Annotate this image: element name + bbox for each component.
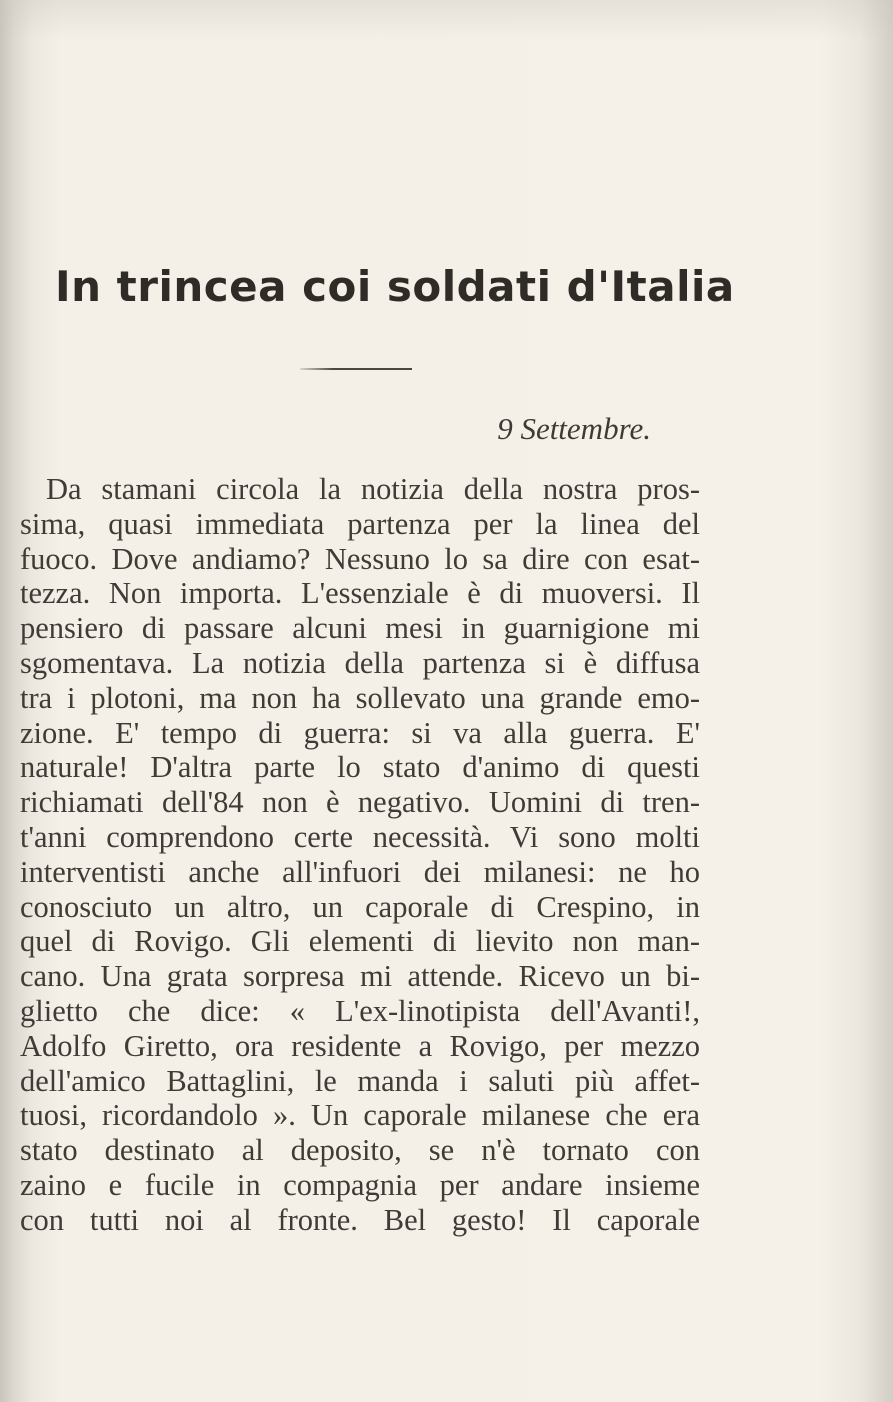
entry-date: 9 Settembre. (497, 411, 651, 446)
text-line: conosciuto un altro, un caporale di Crespino, in (20, 889, 700, 924)
text-line: tezza. Non importa. L'essenziale è di muoversi. Il (20, 576, 700, 611)
text-line: richiamati dell'84 non è negativo. Uomini di tren- (20, 785, 700, 820)
body-text (20, 472, 700, 1238)
text-line: Adolfo Giretto, ora residente a Rovigo, per mezzo (20, 1028, 700, 1063)
text-line: con tutti noi al fronte. Bel gesto! Il caporale (20, 1202, 700, 1237)
text-line: naturale! D'altra parte lo stato d'animo di questi (20, 750, 700, 785)
text-line: pensiero di passare alcuni mesi in guarnigione mi (20, 611, 700, 646)
text-line: sgomentava. La notizia della partenza si è diffusa (20, 645, 700, 680)
chapter-title: In trincea coi soldati d'Italia (55, 262, 735, 311)
text-line: stato destinato al deposito, se n'è tornato con (20, 1133, 700, 1168)
text-line: tuosi, ricordandolo ». Un caporale milanese che era (20, 1098, 700, 1133)
text-line: tra i plotoni, ma non ha sollevato una grande emo- (20, 680, 700, 715)
text-line: quel di Rovigo. Gli elementi di lievito non man- (20, 924, 700, 959)
text-line: glietto che dice: « L'ex-linotipista dell'Avanti!, (20, 993, 700, 1028)
text-line: sima, quasi immediata partenza per la linea del (20, 506, 700, 541)
text-line: Da stamani circola la notizia della nostra pros- (46, 472, 700, 506)
text-line: interventisti anche all'infuori dei milanesi: ne ho (20, 854, 700, 889)
text-line: fuoco. Dove andiamo? Nessuno lo sa dire con esat- (20, 541, 700, 576)
page-shadow (0, 0, 893, 40)
text-line: zione. E' tempo di guerra: si va alla guerra. E' (20, 715, 700, 750)
text-line: dell'amico Battaglini, le manda i saluti più affet- (20, 1063, 700, 1098)
text-line: t'anni comprendono certe necessità. Vi sono molti (20, 819, 700, 854)
text-line: zaino e fucile in compagnia per andare insieme (20, 1167, 700, 1202)
text-line: cano. Una grata sorpresa mi attende. Ricevo un bi- (20, 959, 700, 994)
title-divider (300, 368, 412, 370)
